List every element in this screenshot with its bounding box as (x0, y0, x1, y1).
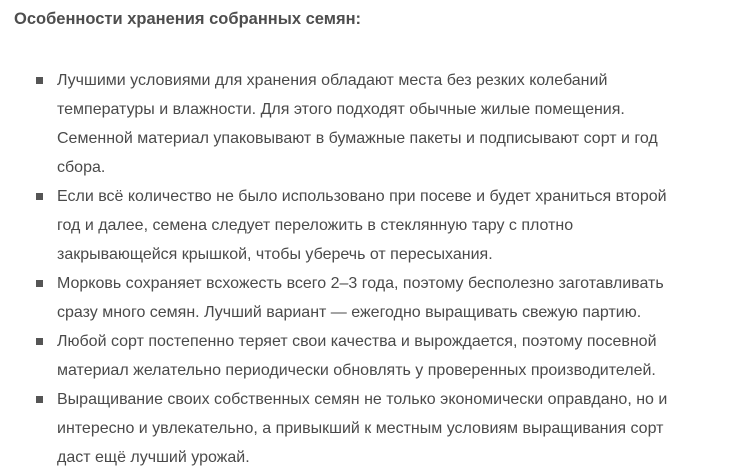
square-bullet-icon (36, 338, 43, 345)
list-item-line: Лучшими условиями для хранения обладают места без резких колебаний (57, 72, 608, 89)
list-item-line: год и далее, семена следует переложить в стеклянную тару с плотно (57, 217, 574, 234)
list-item-line: материал желательно периодически обновлять у проверенных производителей. (57, 362, 656, 379)
list-item (0, 269, 730, 327)
list-item (0, 182, 730, 269)
list-item-line: Если всё количество не было использовано при посеве и будет храниться второй (57, 188, 667, 205)
list-item-line: сразу много семян. Лучший вариант — ежегодно выращивать свежую партию. (57, 304, 642, 321)
storage-tips-list (0, 66, 730, 472)
list-item-line: сбора. (57, 159, 106, 176)
list-item (0, 66, 730, 182)
square-bullet-icon (36, 193, 43, 200)
list-item-line: температуры и влажности. Для этого подходят обычные жилые помещения. (57, 101, 625, 118)
list-item (0, 327, 730, 385)
square-bullet-icon (36, 396, 43, 403)
list-item-line: закрывающейся крышкой, чтобы уберечь от пересыхания. (57, 246, 493, 263)
section-heading: Особенности хранения собранных семян: (14, 10, 362, 28)
list-item-line: даст ещё лучший урожай. (57, 449, 250, 466)
square-bullet-icon (36, 77, 43, 84)
square-bullet-icon (36, 280, 43, 287)
list-item-line: Морковь сохраняет всхожесть всего 2–3 года, поэтому бесполезно заготавливать (57, 275, 664, 292)
list-item (0, 385, 730, 472)
list-item-line: интересно и увлекательно, а привыкший к местным условиям выращивания сорт (57, 420, 664, 437)
list-item-line: Выращивание своих собственных семян не только экономически оправдано, но и (57, 391, 668, 408)
list-item-line: Семенной материал упаковывают в бумажные пакеты и подписывают сорт и год (57, 130, 658, 147)
list-item-line: Любой сорт постепенно теряет свои качества и вырождается, поэтому посевной (57, 333, 657, 350)
